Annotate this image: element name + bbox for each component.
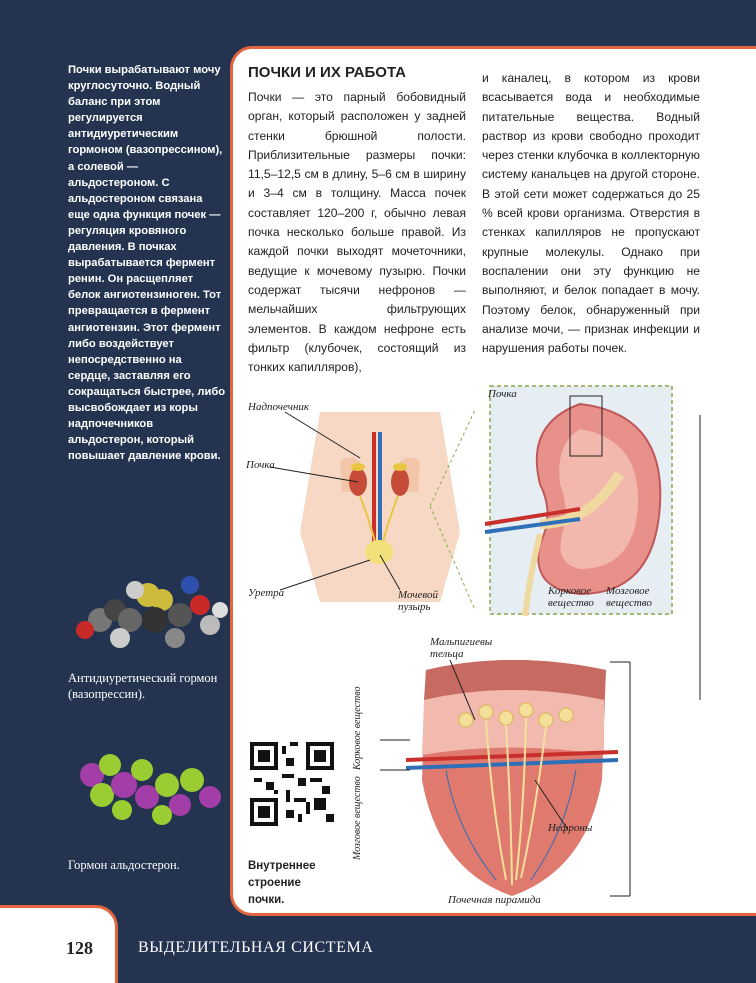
label-malpighian: Мальпигиевы тельца [430, 636, 493, 660]
body-callout-lines [240, 400, 440, 600]
pyramid-callout-lines [380, 660, 610, 900]
label-kidney: Почка [246, 459, 275, 471]
aldosterone-molecule-image [62, 735, 232, 835]
article-column-2: и каналец, в котором из крови всасывается вода и необходимые питательные вещества. Водный раствор из крови свободно проходит через стенки клубочка в коллекторную систему канальцев на другой стороне. В этой сети может содержаться до 25 % всей крови организма. Отверстия в стенках капилляров не пропускают крупные молекулы. Однако при воспалении они эту функцию не выполняют, и белок попадает в мочу. Поэтому белок, обнаруженный при анализе мочи, — признак инфекции и нарушения работы почек. [482, 71, 700, 356]
qr-code[interactable] [250, 742, 334, 826]
sidebar-text: Почки вырабатывают мочу круглосуточно. Водный баланс при этом регулируется антидиуретическим гормоном (вазопрессином), а солевой — альдостероном. С альдостероном связана еще одна функция почек — регуляция кровяного давления. В почках вырабатывается фермент ренин. Он расщепляет белок ангиотензиноген. Тот превращается в фермент ангиотензин. Этот фермент либо воздействует непосредственно на сердце, заставляя его сокращаться быстрее, либо высвобождает из коры надпочечников альдостерон, который повышает давление крови. [68, 64, 226, 463]
page-number: 128 [66, 938, 93, 958]
qr-caption: Внутреннее строение почки. [248, 860, 316, 906]
label-pyramid: Почечная пирамида [448, 894, 541, 906]
article-title: ПОЧКИ И ИХ РАБОТА [248, 64, 407, 81]
label-nephrons: Нефроны [548, 822, 593, 834]
label-kidney-inset: Почка [488, 388, 517, 400]
vasopressin-caption: Антидиуретический гормон (вазопрессин). [68, 671, 218, 701]
label-cortex-vertical: Корковое вещество [352, 686, 363, 770]
label-medulla-vertical: Мозговое вещество [352, 776, 363, 860]
section-title: ВЫДЕЛИТЕЛЬНАЯ СИСТЕМА [138, 939, 374, 956]
label-ureter: Уретра [248, 587, 285, 599]
label-cortex: Корковое вещество [548, 585, 594, 609]
label-medulla: Мозговое вещество [606, 585, 652, 609]
label-bladder: Мочевой пузырь [398, 589, 438, 613]
article-column-1: Почки — это парный бобовидный орган, который расположен у задней стенки брюшной полости. Приблизительные размеры почки: 11,5–12,5 см в длину, 5–6 см в ширину и 3–4 см в толщину. Масса почек составляет 120–200 г, обычно левая почка несколько больше правой. Из каждой почки выходят мочеточники, ведущие к мочевому пузырю. Почки содержат тысячи нефронов — мельчайших фильтрующих элементов. В каждом нефроне есть фильтр (клубочек, состоящий из тонких капилляров), [248, 90, 466, 375]
vasopressin-molecule-image [60, 560, 230, 660]
page-number-tab [0, 905, 118, 983]
aldosterone-caption: Гормон альдостерон. [68, 858, 180, 872]
label-adrenal: Надпочечник [248, 401, 310, 413]
